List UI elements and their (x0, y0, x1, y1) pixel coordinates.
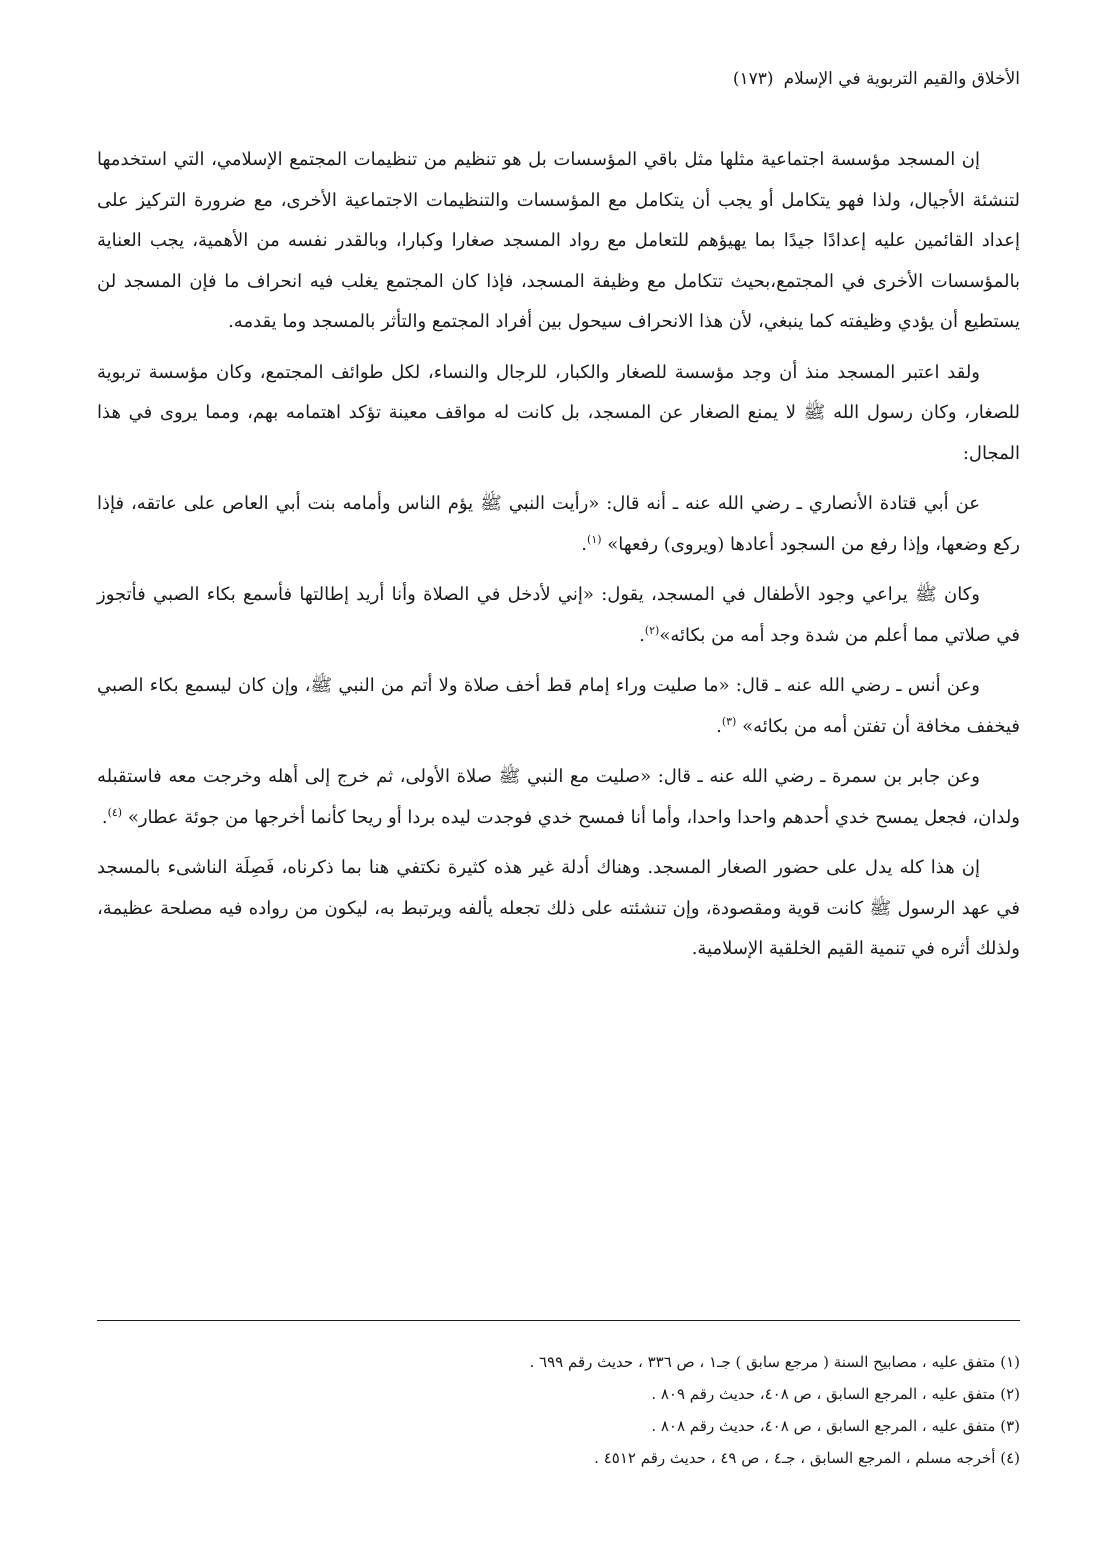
hadith-text: وعن جابر بن سمرة ـ رضي الله عنه ـ قال: «صليت مع النبي ﷺ صلاة الأولى، ثم خرج إلى أهله وخرجت معه فاستقبله ولدان، فجعل يمسح خدي أحدهم واحدا واحدا، وأما أنا فمسح خدي فوجدت ليده بردا أو ريحا كأنما أخرجها من جوئة عطار» (97, 766, 1020, 828)
footnotes (97, 1346, 1020, 1474)
footnote-ref-1[interactable]: (١) (587, 532, 602, 546)
page-number: (١٧٣) (732, 69, 774, 89)
paragraph-hadith-anas: وعن أنس ـ رضي الله عنه ـ قال: «ما صليت وراء إمام قط أخف صلاة ولا أتم من النبي ﷺ، وإن كان ليسمع بكاء الصبي فيخفف مخافة أن تفتن أمه من بكائه» $^{(٣)}$. (97, 675, 1020, 737)
footnote-ref-2[interactable]: (٢) (644, 623, 660, 637)
main-text (97, 140, 1020, 980)
footnote-4: (٤) أخرجه مسلم ، المرجع السابق ، جـ٤ ، ص ٤٩ ، حديث رقم ٤٥١٢ . (594, 1449, 1020, 1467)
footnote-1: (١) متفق عليه ، مصابيح السنة ( مرجع سابق ) جـ١ ، ص ٣٣٦ ، حديث رقم ٦٩٩ . (529, 1353, 1020, 1371)
footnote-ref-4[interactable]: (٤) (107, 805, 123, 819)
paragraph-mosque-for-children: ولقد اعتبر المسجد منذ أن وجد مؤسسة للصغار والكبار، للرجال والنساء، لكل طوائف المجتمع، وكان مؤسسة تربوية للصغار، وكان رسول الله ﷺ لا يمنع الصغار عن المسجد، بل كانت له مواقف معينة تؤكد اهتمامه بهم، ومما يروى في هذا المجال: (97, 361, 1020, 464)
running-header (90, 66, 1020, 92)
footnote-2: (٢) متفق عليه ، المرجع السابق ، ص ٤٠٨، حديث رقم ٨٠٩ . (651, 1385, 1020, 1403)
hadith-text: وعن أنس ـ رضي الله عنه ـ قال: «ما صليت وراء إمام قط أخف صلاة ولا أتم من النبي ﷺ، وإن كان ليسمع بكاء الصبي فيخفف مخافة أن تفتن أمه من بكائه» (97, 675, 1020, 737)
paragraph-hadith-crying-child: وكان ﷺ يراعي وجود الأطفال في المسجد، يقول: «إني لأدخل في الصلاة وأنا أريد إطالتها فأسمع بكاء الصبي فأتجوز في صلاتي مما أعلم من شدة وجد أمه من بكائه»$^{(٢)}$. (97, 584, 1020, 646)
paragraph-hadith-abu-qatada: عن أبي قتادة الأنصاري ـ رضي الله عنه ـ أنه قال: «رأيت النبي ﷺ يؤم الناس وأمامه بنت أبي العاص على عاتقه، فإذا ركع وضعها، وإذا رفع من السجود أعادها (ويروى) رفعها» $^{(١)}$. (97, 493, 1020, 555)
book-title: الأخلاق والقيم التربوية في الإسلام (783, 69, 1020, 89)
paragraph-mosque-institution: إن المسجد مؤسسة اجتماعية مثلها مثل باقي المؤسسات بل هو تنظيم من تنظيمات المجتمع الإسلامي، التي استخدمها لتنشئة الأجيال، ولذا فهو يتكامل أو يجب أن يتكامل مع المؤسسات والتنظيمات الاجتماعية الأخرى، مع ضرورة التركيز على إعداد القائمين عليه إعدادًا جيدًا بما يهيؤهم للتعامل مع رواد المسجد صغارا وكبارا، وبالقدر نفسه من الأهمية، يجب العناية بالمؤسسات الأخرى في المجتمع،بحيث تتكامل مع وظيفة المسجد، فإذا كان المجتمع يغلب فيه انحراف ما فإن المسجد لن يستطيع أن يؤدي وظيفته كما ينبغي، لأن هذا الانحراف سيحول بين أفراد المجتمع والتأثر بالمسجد وما يقدمه. (97, 149, 1020, 332)
paragraph-conclusion: إن هذا كله يدل على حضور الصغار المسجد. وهناك أدلة غير هذه كثيرة نكتفي هنا بما ذكرناه، فَصِلَة الناشىء بالمسجد في عهد الرسول ﷺ كانت قوية ومقصودة، وإن تنشئته على ذلك تجعله يألفه ويرتبط به، ليكون من رواده فيه مصلحة عظيمة، ولذلك أثره في تنمية القيم الخلقية الإسلامية. (97, 857, 1020, 959)
hadith-text: عن أبي قتادة الأنصاري ـ رضي الله عنه ـ أنه قال: «رأيت النبي ﷺ يؤم الناس وأمامه بنت أبي العاص على عاتقه، فإذا ركع وضعها، وإذا رفع من السجود أعادها (ويروى) رفعها» (97, 493, 1020, 555)
paragraph-hadith-jabir: وعن جابر بن سمرة ـ رضي الله عنه ـ قال: «صليت مع النبي ﷺ صلاة الأولى، ثم خرج إلى أهله وخرجت معه فاستقبله ولدان، فجعل يمسح خدي أحدهم واحدا واحدا، وأما أنا فمسح خدي فوجدت ليده بردا أو ريحا كأنما أخرجها من جوئة عطار» $^{(٤)}$. (97, 766, 1020, 828)
hadith-text: وكان ﷺ يراعي وجود الأطفال في المسجد، يقول: «إني لأدخل في الصلاة وأنا أريد إطالتها فأسمع بكاء الصبي فأتجوز في صلاتي مما أعلم من شدة وجد أمه من بكائه» (97, 584, 1020, 646)
footnote-divider (97, 1320, 1020, 1321)
footnote-ref-3[interactable]: (٣) (721, 714, 737, 728)
footnote-3: (٣) متفق عليه ، المرجع السابق ، ص ٤٠٨، حديث رقم ٨٠٨ . (651, 1417, 1020, 1435)
